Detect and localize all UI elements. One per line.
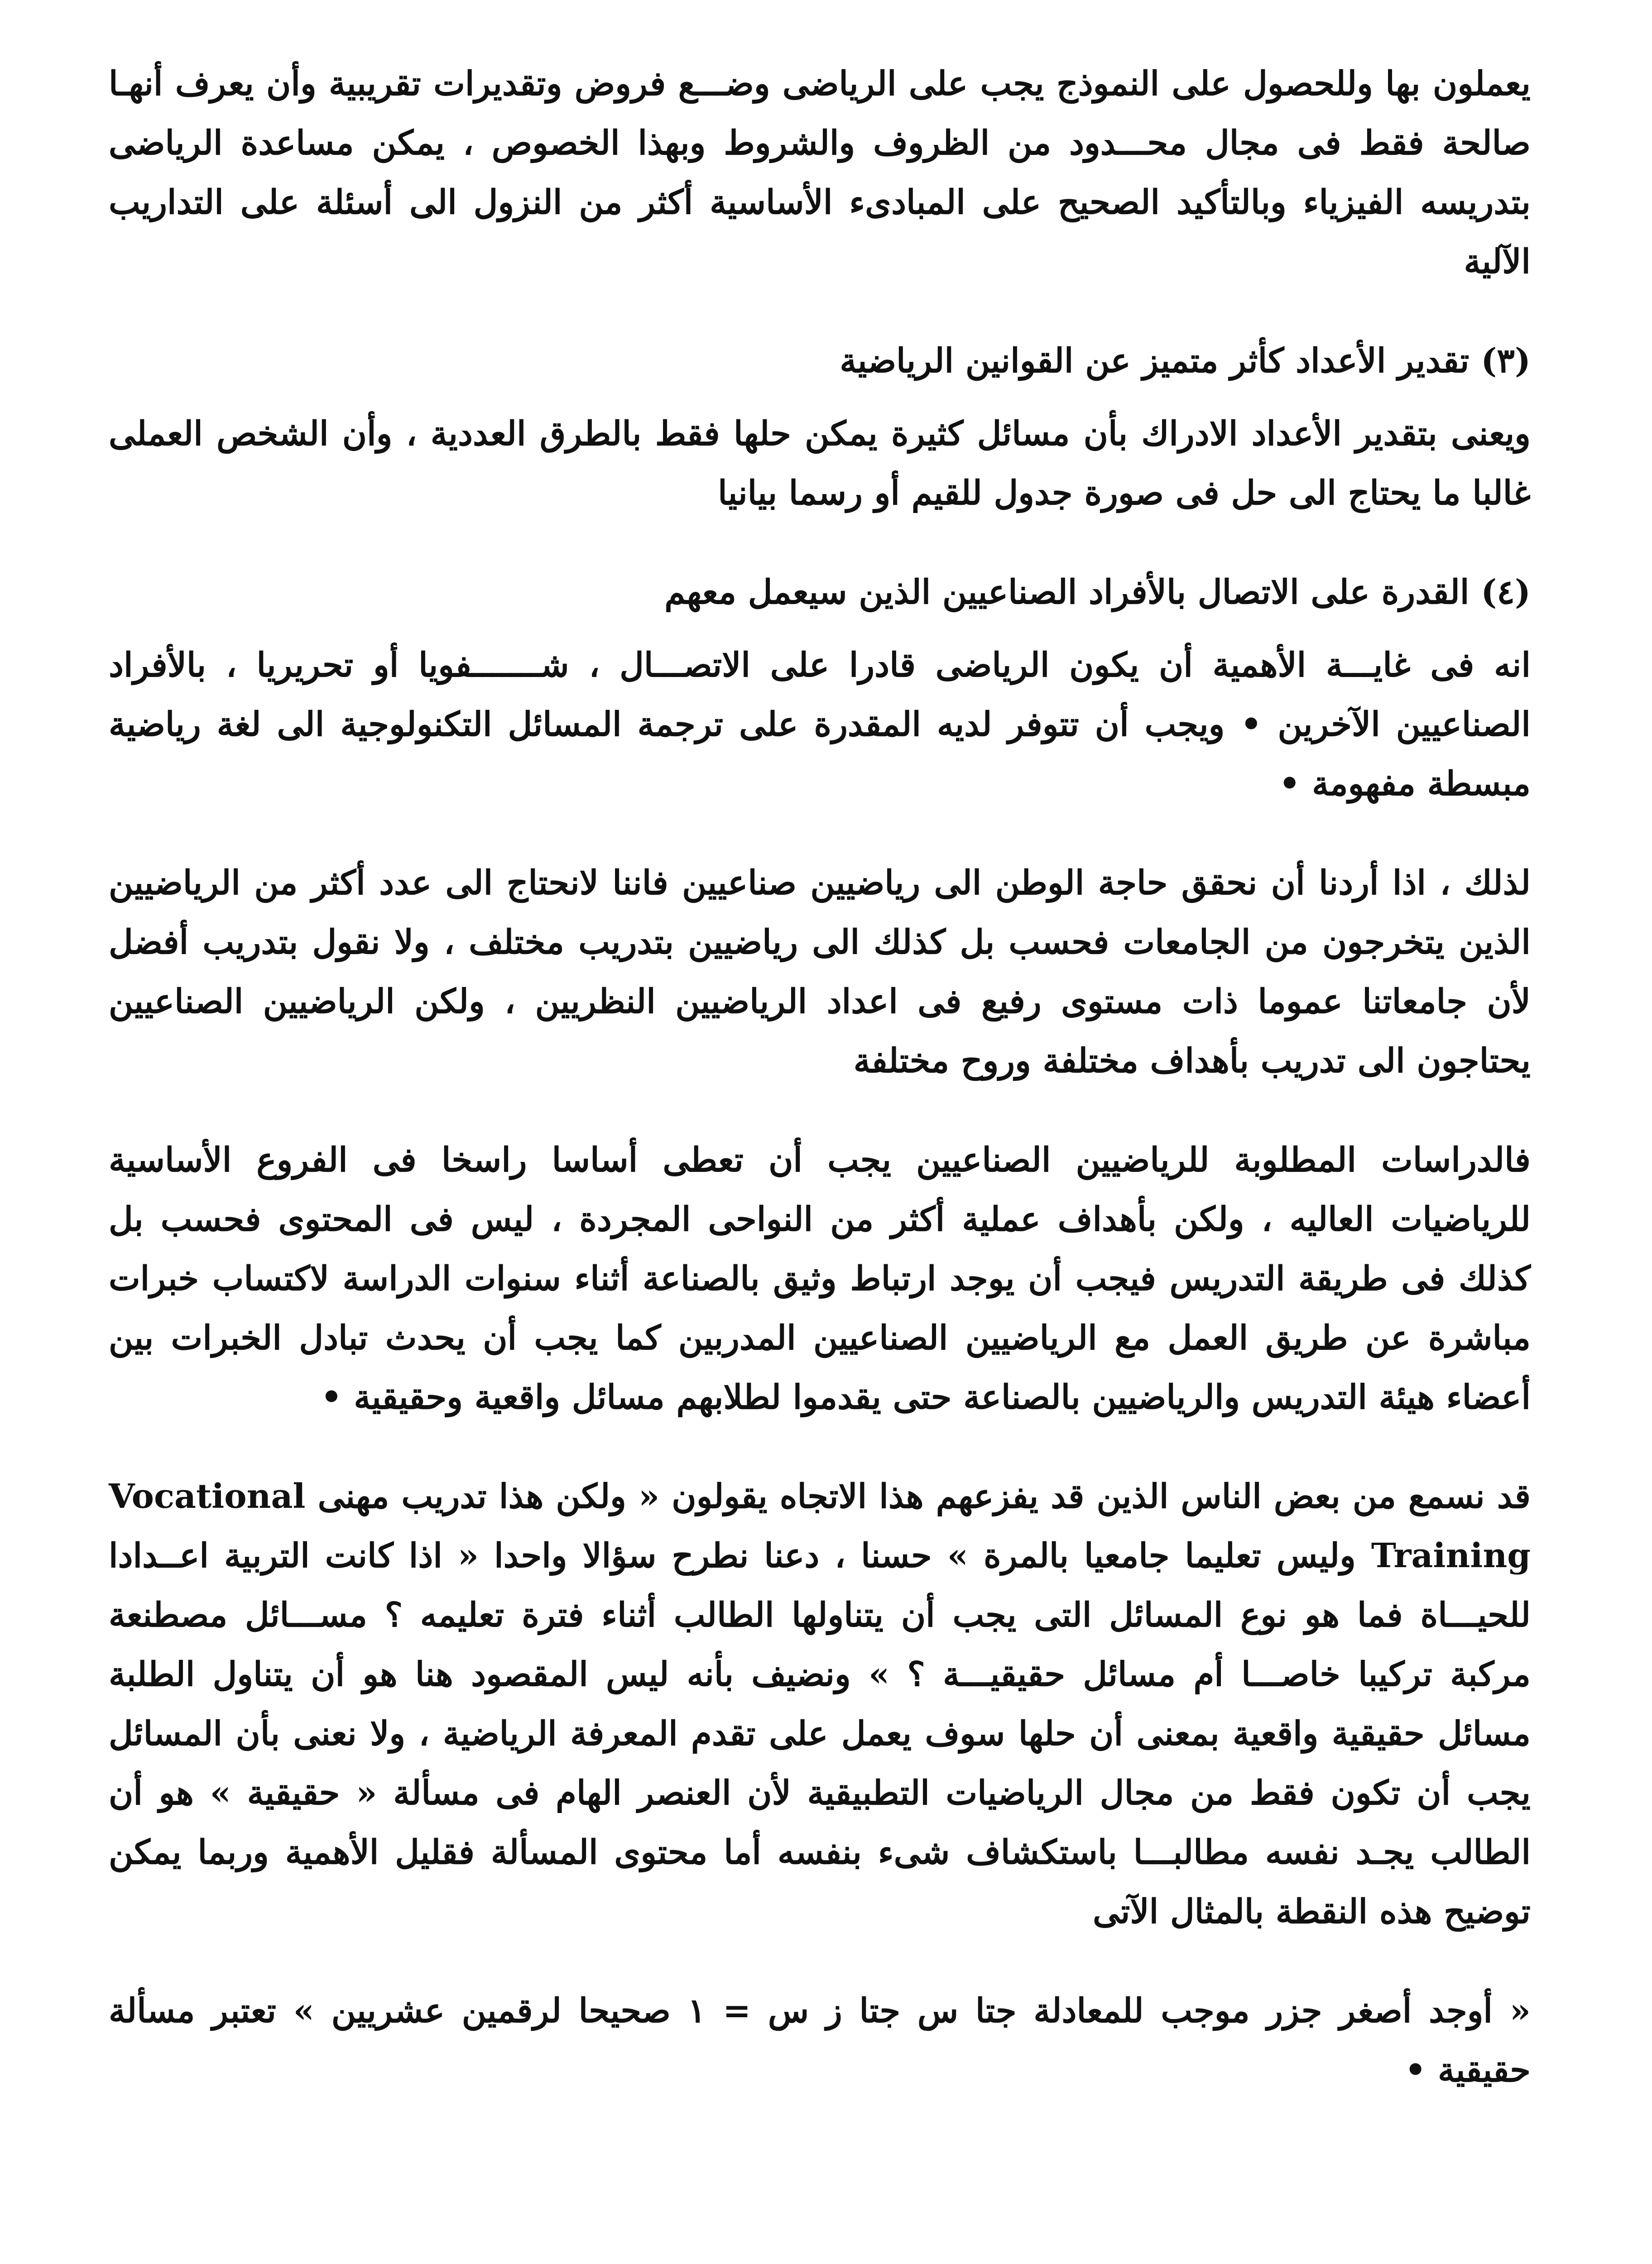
paragraph-vocational-training: قد نسمع من بعض الناس الذين قد يفزعهم هذا الاتجاه يقولون « ولكن هذا تدريب مهنى Vocational Training وليس تعليما جامعيا بالمرة » حسنا ، دعنا نطرح سؤالا واحدا « اذا كانت التربية اعــدادا للحيـــاة فما هو نوع المسائل التى يجب أن يتناولها الطالب أثناء فترة تعليمه ؟ مســـائل مصطنعة مركبة تركيبا خاصـــا أم مسائل حقيقيـــة ؟ » ونضيف بأنه ليس المقصود هنا هو أن يتناول الطلبة مسائل حقيقية واقعية بمعنى أن حلها سوف يعمل على تقدم المعرفة الرياضية ، ولا نعنى بأن المسائل يجب أن تكون فقط من مجال الرياضيات التطبيقية لأن العنصر الهام فى مسألة « حقيقية » هو أن الطالب يجـد نفسه مطالبـــا باستكشاف شىء بنفسه أما محتوى المسألة فقليل الأهمية وربما يمكن توضيح هذه النقطة بالمثال الآتى (109, 1477, 1531, 1931)
document-page (109, 54, 1531, 2264)
paragraph-communication: انه فى غايـــة الأهمية أن يكون الرياضى قادرا على الاتصـــال ، شـــــــفويا أو تحريريا ، بالأفراد الصناعيين الآخرين • ويجب أن تتوفر لديه المقدرة على ترجمة المسائل التكنولوجية الى لغة رياضية مبسطة مفهومة • (109, 646, 1531, 803)
paragraph-required-studies: فالدراسات المطلوبة للرياضيين الصناعيين يجب أن تعطى أساسا راسخا فى الفروع الأساسية للرياضيات العاليه ، ولكن بأهداف عملية أكثر من النواحى المجردة ، ليس فى المحتوى فحسب بل كذلك فى طريقة التدريس فيجب أن يوجد ارتباط وثيق بالصناعة أثناء سنوات الدراسة لاكتساب خبرات مباشرة عن طريق العمل مع الرياضيين الصناعيين المدربين كما يجب أن يحدث تبادل الخبرات بين أعضاء هيئة التدريس والرياضيين بالصناعة حتى يقدموا لطلابهم مسائل واقعية وحقيقية • (109, 1141, 1531, 1417)
paragraph-number-estimation: ويعنى بتقدير الأعداد الادراك بأن مسائل كثيرة يمكن حلها فقط بالطرق العددية ، وأن الشخص العملى غالبا ما يحتاج الى حل فى صورة جدول للقيم أو رسما بيانيا (109, 414, 1531, 513)
paragraph-example-problem: « أوجد أصغر جزر موجب للمعادلة جتا س جتا ز س = ١ صحيحا لرقمين عشريين » تعتبر مسألة حقيقية • (109, 1991, 1531, 2090)
paragraph-national-need: لذلك ، اذا أردنا أن نحقق حاجة الوطن الى رياضيين صناعيين فاننا لانحتاج الى عدد أكثر من الرياضيين الذين يتخرجون من الجامعات فحسب بل كذلك الى رياضيين بتدريب مختلف ، ولا نقول بتدريب أفضل لأن جامعاتنا عموما ذات مستوى رفيع فى اعداد الرياضيين النظريين ، ولكن الرياضيين الصناعيين يحتاجون الى تدريب بأهداف مختلفة وروح مختلفة (109, 863, 1531, 1080)
section-heading-3: (٣) تقدير الأعداد كأثر متميز عن القوانين الرياضية (840, 341, 1531, 380)
section-heading-4: (٤) القدرة على الاتصال بالأفراد الصناعيين الذين سيعمل معهم (664, 573, 1531, 612)
paragraph-model-assumptions: يعملون بها وللحصول على النموذج يجب على الرياضى وضـــع فروض وتقديرات تقريبية وأن يعرف أنهـا صالحة فقط فى مجال محـــدود من الظروف والشروط وبهذا الخصوص ، يمكن مساعدة الرياضى بتدريسه الفيزياء وبالتأكيد الصحيح على المبادىء الأساسية أكثر من النزول الى أسئلة على التداريب الآلية (109, 64, 1531, 281)
